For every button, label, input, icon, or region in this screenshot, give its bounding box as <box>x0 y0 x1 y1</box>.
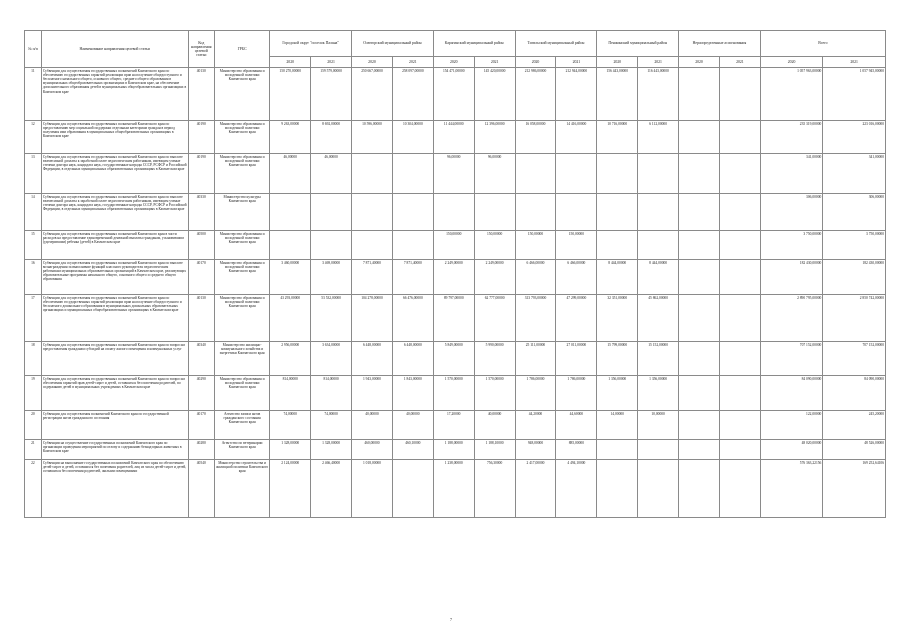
region-amount-cell: 8 444,00000 <box>638 260 679 295</box>
region-amount-cell: 150,00000 <box>515 231 556 260</box>
region-amount-cell <box>556 154 597 194</box>
region-amount-cell <box>433 194 474 231</box>
region-amount-cell <box>679 154 720 194</box>
header-year: 2021 <box>638 57 679 68</box>
region-amount-cell: 32 351,00000 <box>597 295 638 342</box>
region-amount-cell <box>679 194 720 231</box>
region-amount-cell <box>679 260 720 295</box>
header-year: 2021 <box>823 57 886 68</box>
header-code: Код направления целевой статьи <box>188 31 214 68</box>
region-amount-cell <box>719 411 760 440</box>
region-amount-cell: 5 990,00000 <box>474 342 515 376</box>
region-amount-cell <box>638 440 679 460</box>
row-target-code: 40170 <box>188 411 214 440</box>
region-amount-cell <box>352 231 393 260</box>
header-name: Наименование направления целевой статьи <box>41 31 188 68</box>
region-amount-cell: 89 797,00000 <box>433 295 474 342</box>
row-number: 20 <box>25 411 42 440</box>
region-amount-cell <box>679 342 720 376</box>
header-year: 2020 <box>433 57 474 68</box>
total-2020-cell: 48 020,00000 <box>760 440 823 460</box>
region-amount-cell: 885,00000 <box>556 440 597 460</box>
region-amount-cell <box>474 194 515 231</box>
region-amount-cell: 10 716,00000 <box>597 121 638 154</box>
region-amount-cell: 6 448,00000 <box>392 342 433 376</box>
region-amount-cell <box>352 154 393 194</box>
table-row <box>25 231 886 260</box>
row-target-code: 40170 <box>188 260 214 295</box>
region-amount-cell: 1 328,00000 <box>270 440 311 460</box>
header-grbs: ГРБС <box>214 31 269 68</box>
header-year: 2020 <box>515 57 556 68</box>
header-region-penzhinsky: Пенжинский муниципальный район <box>597 31 679 57</box>
region-amount-cell: 3 634,00000 <box>311 342 352 376</box>
region-amount-cell: 7 871,40000 <box>392 260 433 295</box>
region-amount-cell <box>719 260 760 295</box>
row-description: Субвенции на осуществление государственных полномочий Камчатского края по организации проведения мероприятий по отлову и содержанию безнадзорных животных в Камчатском крае <box>41 440 188 460</box>
row-description: Субвенции для осуществления государственных полномочий Камчатского края по вопросам предоставления гражданам субсидий на оплату жилого помещения и коммунальных услуг <box>41 342 188 376</box>
region-amount-cell <box>352 194 393 231</box>
row-description: Субвенции для осуществления государственных полномочий Камчатского края по выплате ежемесячной доплаты к заработной плате педагогическим работникам, имеющим ученые степени доктора наук, кандидата наук, государственные награды СССР, РСФСР и Российской Федерации, в отдельных муниципальных образовательных организациях в Камчатском крае <box>41 154 188 194</box>
region-amount-cell: 3 460,00000 <box>270 260 311 295</box>
row-grbs: Министерство образования и молодежной политики Камчатского края <box>214 121 269 154</box>
region-amount-cell <box>719 342 760 376</box>
region-amount-cell <box>556 194 597 231</box>
region-amount-cell <box>719 154 760 194</box>
total-2020-cell: 707 152,00000 <box>760 342 823 376</box>
region-amount-cell <box>638 231 679 260</box>
region-amount-cell: 25 111,00000 <box>515 342 556 376</box>
row-target-code: 40340 <box>188 342 214 376</box>
total-2020-cell: 576 363,22156 <box>760 460 823 518</box>
region-amount-cell: 1 943,00000 <box>352 376 393 411</box>
total-2020-cell: 182 430,00000 <box>760 260 823 295</box>
region-amount-cell: 1 786,00000 <box>515 376 556 411</box>
region-amount-cell: 2 249,00000 <box>474 260 515 295</box>
row-number: 12 <box>25 121 42 154</box>
region-amount-cell: 9 263,00000 <box>270 121 311 154</box>
header-region-tigilsky: Тигильский муниципальный район <box>515 31 597 57</box>
region-amount-cell <box>515 194 556 231</box>
header-year: 2020 <box>679 57 720 68</box>
region-amount-cell: 3 469,00000 <box>311 260 352 295</box>
row-description: Субвенции для осуществления государственных полномочий Камчатского края по обеспечению государственных гарантий реализации прав на получение общедоступного и бесплатного начального общего, основного общего, среднего общего образования в муниципальных общеобразовательных организациях в Камчатском крае, на обеспечение дополнительного образования детей в муниципальных общеобразовательных организациях в Камчатском крае <box>41 68 188 121</box>
region-amount-cell <box>638 460 679 518</box>
row-description: Субвенции для осуществления полномочий Камчатского края по государственной регистрации актов гражданского состояния <box>41 411 188 440</box>
row-number: 18 <box>25 342 42 376</box>
region-amount-cell: 212 986,00000 <box>515 68 556 121</box>
row-grbs: Министерство образования и молодежной политики Камчатского края <box>214 68 269 121</box>
region-amount-cell: 46,00000 <box>270 154 311 194</box>
region-amount-cell <box>597 154 638 194</box>
region-amount-cell: 6 448,00000 <box>352 342 393 376</box>
region-amount-cell: 1 786,00000 <box>556 376 597 411</box>
row-description: Субвенции для осуществления государственных полномочий Камчатского края по обеспечению государственных гарантий реализации прав на получение общедоступного и бесплатного дошкольного образования в муниципальных дошкольных образовательных организациях и муниципальных общеобразовательных организациях в Камчатском крае <box>41 295 188 342</box>
header-region-karaginsky: Карагинский муниципальный район <box>433 31 515 57</box>
total-2020-cell: 2 890 795,00000 <box>760 295 823 342</box>
row-grbs: Министерство культуры Камчатского края <box>214 194 269 231</box>
region-amount-cell: 8 444,00000 <box>597 260 638 295</box>
header-region-unallocated: Нераспределенные ассигнования <box>679 31 761 57</box>
region-amount-cell: 44,60000 <box>556 411 597 440</box>
table-row <box>25 411 886 440</box>
row-number: 14 <box>25 194 42 231</box>
header-year: 2020 <box>270 57 311 68</box>
table-row <box>25 68 886 121</box>
region-amount-cell <box>719 121 760 154</box>
region-amount-cell <box>597 460 638 518</box>
region-amount-cell <box>679 121 720 154</box>
region-amount-cell: 948,00000 <box>515 440 556 460</box>
region-amount-cell: 814,00000 <box>270 376 311 411</box>
row-target-code: 40290 <box>188 376 214 411</box>
table-row <box>25 260 886 295</box>
total-2021-cell: 245,20000 <box>823 411 886 440</box>
page-number: 7 <box>450 617 452 622</box>
region-amount-cell: 154 471,00000 <box>433 68 474 121</box>
budget-appendix-sheet <box>24 30 886 518</box>
row-grbs: Агентство по ветеринарии Камчатского края <box>214 440 269 460</box>
region-amount-cell <box>392 154 433 194</box>
header-index: № п/п <box>25 31 42 68</box>
region-amount-cell <box>392 231 433 260</box>
region-amount-cell: 6 466,00000 <box>556 260 597 295</box>
row-description: Субвенции для осуществления государственных полномочий Камчатского края по предоставлению мер социальной поддержки отдельным категориям граждан в период получения ими образования в муниципальных общеобразовательных организациях в Камчатском крае <box>41 121 188 154</box>
region-amount-cell: 159 579,00000 <box>311 68 352 121</box>
region-amount-cell <box>679 231 720 260</box>
table-row <box>25 342 886 376</box>
region-amount-cell <box>719 295 760 342</box>
table-row <box>25 194 886 231</box>
total-2021-cell: 2 850 742,00000 <box>823 295 886 342</box>
region-amount-cell: 17,20000 <box>433 411 474 440</box>
region-amount-cell <box>719 68 760 121</box>
region-amount-cell: 12 396,00000 <box>474 121 515 154</box>
header-total: Всего <box>760 31 885 57</box>
region-amount-cell <box>597 440 638 460</box>
row-grbs: Министерство строительства и жилищной политики Камчатского края <box>214 460 269 518</box>
region-amount-cell: 16 058,00000 <box>515 121 556 154</box>
total-2021-cell: 223 016,00000 <box>823 121 886 154</box>
region-amount-cell <box>719 376 760 411</box>
region-amount-cell: 1 238,00000 <box>433 460 474 518</box>
region-amount-cell: 47 299,00000 <box>556 295 597 342</box>
total-2020-cell: 1 057 963,00000 <box>760 68 823 121</box>
region-amount-cell: 1 570,00000 <box>474 376 515 411</box>
region-amount-cell <box>679 295 720 342</box>
region-amount-cell: 43 293,00000 <box>270 295 311 342</box>
region-amount-cell <box>719 231 760 260</box>
total-2020-cell: 3 750,00000 <box>760 231 823 260</box>
header-year: 2021 <box>311 57 352 68</box>
region-amount-cell: 7 871,40000 <box>352 260 393 295</box>
header-year: 2021 <box>719 57 760 68</box>
region-amount-cell: 74,00000 <box>270 411 311 440</box>
region-amount-cell <box>270 231 311 260</box>
region-amount-cell <box>719 194 760 231</box>
region-amount-cell: 460,00000 <box>352 440 393 460</box>
region-amount-cell: 27 011,00000 <box>556 342 597 376</box>
region-amount-cell: 156 443,00000 <box>597 68 638 121</box>
region-amount-cell: 11 444,00000 <box>433 121 474 154</box>
row-description: Субвенции для осуществления государственных полномочий Камчатского края по выплате вознаграждения за выполнение функций классного руководителя педагогическим работникам муниципальных образовательных организаций в Камчатском крае, реализующих образовательные программы начального общего, основного общего и среднего общего образования <box>41 260 188 295</box>
region-amount-cell <box>270 194 311 231</box>
table-body <box>25 68 886 518</box>
region-amount-cell: 66 476,00000 <box>392 295 433 342</box>
region-amount-cell: 2 466,40000 <box>311 460 352 518</box>
table-header <box>25 31 886 68</box>
region-amount-cell: 2 956,00000 <box>270 342 311 376</box>
total-2021-cell: 84 090,00000 <box>823 376 886 411</box>
region-amount-cell: 44,20000 <box>515 411 556 440</box>
region-amount-cell: 150 270,00000 <box>270 68 311 121</box>
table-row <box>25 376 886 411</box>
region-amount-cell: 1 843,00000 <box>392 376 433 411</box>
region-amount-cell: 150,00000 <box>433 231 474 260</box>
region-amount-cell: 62 777,00000 <box>474 295 515 342</box>
region-amount-cell <box>679 376 720 411</box>
row-description: Субвенции для осуществления государственных полномочий Камчатского края по вопросам обеспечения гарантий прав детей-сирот и детей, оставшихся без попечения родителей, по содержанию детей в муниципальных учреждениях в Камчатском крае <box>41 376 188 411</box>
region-amount-cell: 1 188,00000 <box>433 440 474 460</box>
header-region-palana: Городской округ "поселок Палана" <box>270 31 352 57</box>
row-target-code: 40130 <box>188 68 214 121</box>
region-amount-cell: 10,00000 <box>638 411 679 440</box>
table-row <box>25 460 886 518</box>
region-amount-cell: 14,00000 <box>597 411 638 440</box>
table-row <box>25 121 886 154</box>
total-2020-cell: 341,00000 <box>760 154 823 194</box>
row-target-code: 40280 <box>188 440 214 460</box>
region-amount-cell: 258 097,00000 <box>392 68 433 121</box>
total-2021-cell: 306,00000 <box>823 194 886 231</box>
region-amount-cell: 45 862,00000 <box>638 295 679 342</box>
region-amount-cell: 8 692,00000 <box>311 121 352 154</box>
region-amount-cell: 10 596,00000 <box>352 121 393 154</box>
total-2021-cell: 182 430,00000 <box>823 260 886 295</box>
header-year: 2021 <box>556 57 597 68</box>
row-number: 16 <box>25 260 42 295</box>
region-amount-cell <box>719 460 760 518</box>
region-amount-cell: 15 152,00000 <box>638 342 679 376</box>
row-grbs: Министерство образования и молодежной политики Камчатского края <box>214 231 269 260</box>
region-amount-cell: 74,00000 <box>311 411 352 440</box>
row-number: 11 <box>25 68 42 121</box>
region-amount-cell: 40,00000 <box>474 411 515 440</box>
region-amount-cell: 145 420,00000 <box>474 68 515 121</box>
table-row <box>25 295 886 342</box>
region-amount-cell: 313 793,00000 <box>515 295 556 342</box>
total-2020-cell: 306,00000 <box>760 194 823 231</box>
region-amount-cell: 46,00000 <box>311 154 352 194</box>
region-amount-cell: 1 018,00000 <box>352 460 393 518</box>
row-target-code: 40540 <box>188 460 214 518</box>
header-year: 2021 <box>392 57 433 68</box>
row-grbs: Агентство записи актов гражданского состояния Камчатского края <box>214 411 269 440</box>
region-amount-cell <box>679 440 720 460</box>
region-amount-cell: 2 249,00000 <box>433 260 474 295</box>
region-amount-cell: 15 799,00000 <box>597 342 638 376</box>
row-target-code: 40190 <box>188 154 214 194</box>
region-amount-cell <box>679 68 720 121</box>
region-amount-cell: 40,00000 <box>352 411 393 440</box>
region-amount-cell <box>392 460 433 518</box>
region-amount-cell: 460,10000 <box>392 440 433 460</box>
region-amount-cell: 2 417,00000 <box>515 460 556 518</box>
row-target-code: 40500 <box>188 231 214 260</box>
region-amount-cell: 14 416,00000 <box>556 121 597 154</box>
region-amount-cell: 53 532,00000 <box>311 295 352 342</box>
total-2021-cell: 48 526,00000 <box>823 440 886 460</box>
region-amount-cell: 5 849,00000 <box>433 342 474 376</box>
region-amount-cell: 4 494,10000 <box>556 460 597 518</box>
row-target-code: 40330 <box>188 194 214 231</box>
total-2020-cell: 84 090,00000 <box>760 376 823 411</box>
region-amount-cell: 116 443,00000 <box>638 68 679 121</box>
region-amount-cell: 1 356,00000 <box>638 376 679 411</box>
region-amount-cell: 10 304,00000 <box>392 121 433 154</box>
region-amount-cell <box>719 440 760 460</box>
header-year: 2020 <box>352 57 393 68</box>
row-grbs: Министерство образования и молодежной политики Камчатского края <box>214 295 269 342</box>
region-amount-cell: 6 466,00000 <box>515 260 556 295</box>
region-amount-cell: 150,00000 <box>556 231 597 260</box>
region-amount-cell: 1 328,00000 <box>311 440 352 460</box>
header-year: 2020 <box>760 57 823 68</box>
region-amount-cell <box>392 194 433 231</box>
region-amount-cell: 104 278,00000 <box>352 295 393 342</box>
region-amount-cell: 1 570,00000 <box>433 376 474 411</box>
row-target-code: 40130 <box>188 295 214 342</box>
row-number: 19 <box>25 376 42 411</box>
row-number: 13 <box>25 154 42 194</box>
row-description: Субвенции на выполнение государственных полномочий Камчатского края по обеспечению детей-сирот и детей, оставшихся без попечения родителей, лиц из числа детей-сирот и детей, оставшихся без попечения родителей, жилыми помещениями <box>41 460 188 518</box>
region-amount-cell: 1 356,00000 <box>597 376 638 411</box>
region-amount-cell: 6 112,00000 <box>638 121 679 154</box>
region-amount-cell <box>679 460 720 518</box>
table-row <box>25 154 886 194</box>
row-grbs: Министерство образования и молодежной политики Камчатского края <box>214 154 269 194</box>
total-2021-cell: 3 750,00000 <box>823 231 886 260</box>
region-amount-cell <box>679 411 720 440</box>
table-row <box>25 440 886 460</box>
region-amount-cell: 2 124,00000 <box>270 460 311 518</box>
subventions-table <box>24 30 886 518</box>
region-amount-cell <box>597 194 638 231</box>
row-target-code: 40190 <box>188 121 214 154</box>
region-amount-cell: 150,00000 <box>474 231 515 260</box>
row-number: 15 <box>25 231 42 260</box>
region-amount-cell: 40,00000 <box>392 411 433 440</box>
row-grbs: Министерство образования и молодежной политики Камчатского края <box>214 260 269 295</box>
region-amount-cell: 250 667,00000 <box>352 68 393 121</box>
header-year: 2020 <box>597 57 638 68</box>
row-grbs: Министерство образования и молодежной политики Камчатского края <box>214 376 269 411</box>
total-2021-cell: 1 057 945,00000 <box>823 68 886 121</box>
total-2020-cell: 122,00000 <box>760 411 823 440</box>
region-amount-cell <box>638 154 679 194</box>
header-region-olyutorsky: Олюторский муниципальный район <box>352 31 434 57</box>
region-amount-cell <box>638 194 679 231</box>
region-amount-cell: 1 188,10000 <box>474 440 515 460</box>
region-amount-cell: 756,30000 <box>474 460 515 518</box>
header-year: 2021 <box>474 57 515 68</box>
row-number: 22 <box>25 460 42 518</box>
row-description: Субвенции для осуществления государственных полномочий Камчатского края по выплате ежемесячной доплаты к заработной плате педагогическим работникам, имеющим ученые степени доктора наук, кандидата наук, государственные награды СССР, РСФСР и Российской Федерации, в отдельных муниципальных образовательных организациях в Камчатском крае <box>41 194 188 231</box>
row-description: Субвенции для осуществления государственных полномочий Камчатского края в части расходов на предоставление единовременной денежной выплаты гражданам, усыновившим (удочерившим) ребенка (детей) в Камчатском крае <box>41 231 188 260</box>
row-number: 17 <box>25 295 42 342</box>
region-amount-cell <box>311 231 352 260</box>
row-grbs: Министерство жилищно-коммунального хозяйства и энергетики Камчатского края <box>214 342 269 376</box>
total-2021-cell: 707 152,00000 <box>823 342 886 376</box>
total-2021-cell: 169 252,64106 <box>823 460 886 518</box>
region-amount-cell <box>311 194 352 231</box>
region-amount-cell <box>597 231 638 260</box>
row-number: 21 <box>25 440 42 460</box>
region-amount-cell: 96,00000 <box>474 154 515 194</box>
total-2021-cell: 341,00000 <box>823 154 886 194</box>
region-amount-cell: 212 944,00000 <box>556 68 597 121</box>
region-amount-cell: 96,00000 <box>433 154 474 194</box>
region-amount-cell <box>515 154 556 194</box>
total-2020-cell: 235 319,00000 <box>760 121 823 154</box>
region-amount-cell: 814,00000 <box>311 376 352 411</box>
